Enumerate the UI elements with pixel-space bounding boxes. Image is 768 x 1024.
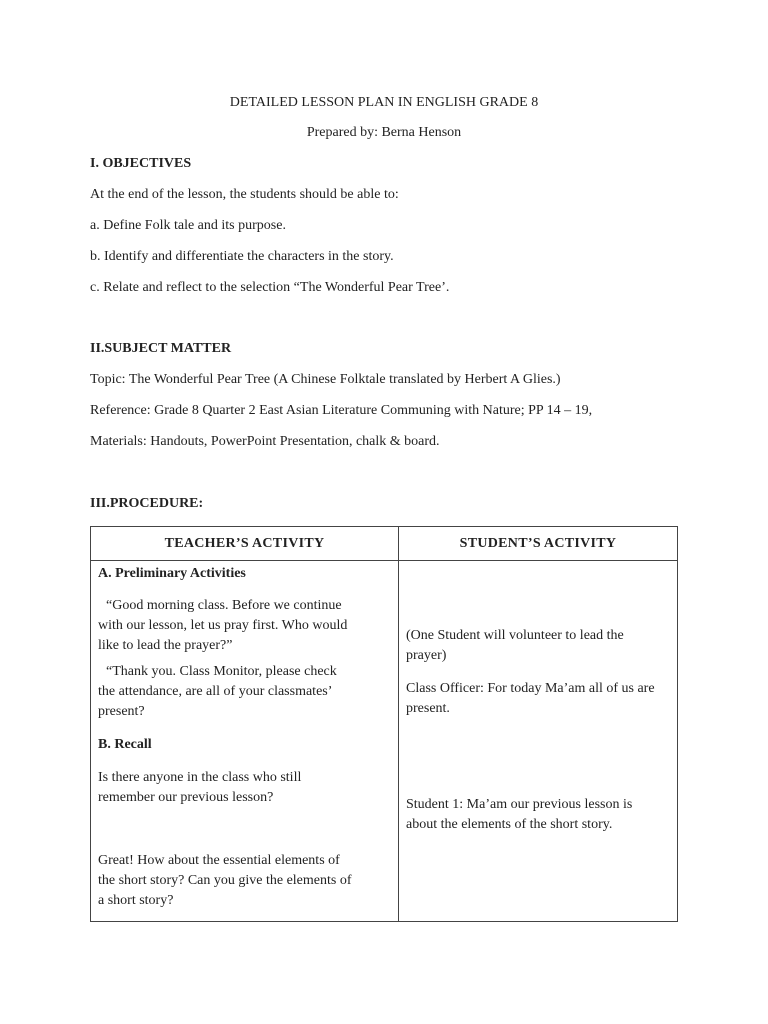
student-activity-header: STUDENT’S ACTIVITY <box>399 527 678 561</box>
thanks-line: “Thank you. Class Monitor, please check <box>106 664 337 679</box>
thanks-line: present? <box>98 704 145 719</box>
document-title: DETAILED LESSON PLAN IN ENGLISH GRADE 8 <box>229 95 539 110</box>
objective-item: b. Identify and differentiate the characters in the story. <box>90 249 394 264</box>
great-line: the short story? Can you give the elements of <box>98 873 352 888</box>
materials-line: Materials: Handouts, PowerPoint Presentation, chalk & board. <box>90 434 440 449</box>
recall-line: remember our previous lesson? <box>98 790 274 805</box>
volunteer-line: (One Student will volunteer to lead the <box>406 628 624 643</box>
officer-line: present. <box>406 701 450 716</box>
prepared-by: Prepared by: Berna Henson <box>306 125 462 140</box>
great-line: a short story? <box>98 893 174 908</box>
greeting-line: like to lead the prayer?” <box>98 638 233 653</box>
officer-line: Class Officer: For today Ma’am all of us are <box>406 681 655 696</box>
objective-item: c. Relate and reflect to the selection “The Wonderful Pear Tree’. <box>90 280 450 295</box>
thanks-line: the attendance, are all of your classmates’ <box>98 684 333 699</box>
greeting-line: “Good morning class. Before we continue <box>106 598 342 613</box>
section-a-heading: A. Preliminary Activities <box>98 566 246 581</box>
great-line: Great! How about the essential elements of <box>98 853 340 868</box>
subject-matter-heading: II.SUBJECT MATTER <box>90 341 232 356</box>
objectives-intro: At the end of the lesson, the students should be able to: <box>90 187 399 202</box>
student-activity-cell <box>399 561 678 922</box>
table-row <box>91 561 678 922</box>
table-header-row <box>91 527 678 561</box>
section-b-heading: B. Recall <box>98 737 152 752</box>
topic-line: Topic: The Wonderful Pear Tree (A Chinese Folktale translated by Herbert A Glies.) <box>90 372 561 387</box>
student1-line: about the elements of the short story. <box>406 817 613 832</box>
greeting-line: with our lesson, let us pray first. Who would <box>98 618 348 633</box>
student1-line: Student 1: Ma’am our previous lesson is <box>406 797 633 812</box>
objectives-heading: I. OBJECTIVES <box>90 156 192 171</box>
teacher-activity-cell <box>91 561 399 922</box>
teacher-activity-header: TEACHER’S ACTIVITY <box>91 527 399 561</box>
objective-item: a. Define Folk tale and its purpose. <box>90 218 286 233</box>
procedure-heading: III.PROCEDURE: <box>90 496 204 511</box>
volunteer-line: prayer) <box>406 648 447 663</box>
reference-line: Reference: Grade 8 Quarter 2 East Asian Literature Communing with Nature; PP 14 – 19, <box>90 403 593 418</box>
procedure-table <box>90 526 678 922</box>
recall-line: Is there anyone in the class who still <box>98 770 302 785</box>
